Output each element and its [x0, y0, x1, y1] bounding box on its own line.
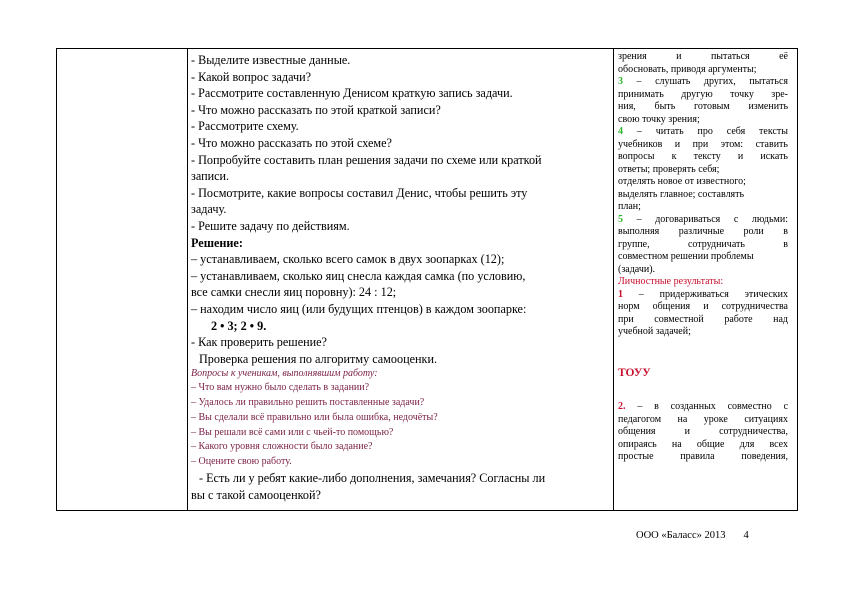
text-line: - Какой вопрос задачи? [191, 69, 312, 84]
publisher-label: ООО «Баласс» 2013 [636, 530, 726, 541]
text-line: записи. [191, 169, 230, 184]
text-line: - Посмотрите, какие вопросы составил Денис, чтобы решить эту [191, 185, 528, 200]
text-line: задачу. [191, 202, 227, 217]
outcome-line: общения и сотрудничества, [618, 426, 788, 437]
text-line: - Решите задачу по действиям. [191, 218, 350, 233]
outcome-item-2 [618, 401, 788, 414]
outcome-line: свою точку зрения; [618, 113, 700, 125]
question-item: – Удалось ли правильно решить поставленные задачи? [191, 397, 425, 409]
outcome-line: зрения и пытаться её [618, 51, 788, 62]
solution-line: – находим число яиц (или будущих птенцов) в каждом зоопарке: [191, 301, 527, 316]
outcome-line: – в созданных совместно с [637, 401, 789, 412]
item-number: 4 [618, 126, 623, 137]
teacher-activity-column [191, 52, 609, 503]
solution-formula: 2 • 3; 2 • 9. [211, 318, 267, 333]
outcome-line: отделять новое от известного; [618, 176, 746, 187]
outcome-line: план; [618, 201, 641, 212]
outcome-line: вопросы к тексту и искать [618, 151, 788, 162]
item-number: 3 [618, 76, 623, 87]
question-item: – Вы сделали всё правильно или была ошибка, недочёты? [191, 411, 438, 423]
final-line: вы с такой самооценкой? [191, 487, 321, 502]
outcome-line: учебников и при этом: ставить [618, 138, 788, 150]
personal-results-title: Личностные результаты: [618, 276, 724, 287]
outcome-item-4 [618, 126, 788, 139]
outcome-line: принимать другую точку зре- [618, 88, 788, 100]
solution-label: Решение: [191, 235, 243, 250]
outcome-line: – читать про себя тексты [636, 126, 789, 137]
outcome-line: педагогом на уроке ситуациях [618, 413, 788, 425]
final-line: - Есть ли у ребят какие-либо дополнения, замечания? Согласны ли [199, 471, 546, 486]
lesson-table [56, 48, 798, 511]
item-number: 2. [618, 401, 626, 412]
outcome-line: при совместной работе над [618, 313, 788, 325]
check-question: - Как проверить решение? [191, 335, 327, 350]
outcome-line: обосновать, приводя аргументы; [618, 63, 757, 75]
outcome-item-3 [618, 76, 788, 89]
question-item: – Какого уровня сложности было задание? [191, 441, 373, 453]
text-line: - Попробуйте составить план решения задачи по схеме или краткой [191, 152, 542, 167]
text-line: - Рассмотрите схему. [191, 119, 299, 134]
outcome-line: выполняя различные роли в [618, 226, 788, 237]
page-number: 4 [743, 530, 749, 541]
outcome-line: норм общения и сотрудничества [618, 301, 788, 312]
page-footer [636, 530, 749, 541]
outcome-line: ния, быть готовым изменить [618, 101, 788, 112]
outcome-item-1 [618, 289, 788, 302]
learning-outcomes-column [618, 51, 788, 464]
question-item: – Оцените свою работу. [191, 456, 292, 468]
item-number: 5 [618, 213, 623, 225]
column-divider-right [613, 49, 614, 510]
outcome-line: совместном решении проблемы [618, 251, 754, 262]
outcome-line: учебной задачей; [618, 326, 691, 337]
solution-line: – устанавливаем, сколько всего самок в двух зоопарках (12); [191, 252, 505, 267]
column-divider-left [187, 49, 188, 510]
text-line: - Рассмотрите составленную Денисом краткую запись задачи. [191, 86, 513, 101]
outcome-line: группе, сотрудничать в [618, 238, 788, 250]
question-item: – Что вам нужно было сделать в задании? [191, 382, 370, 394]
item-number: 1 [618, 288, 623, 300]
outcome-line: простые правила поведения, [618, 451, 788, 462]
outcome-line: – договариваться с людьми: [636, 213, 788, 225]
text-line: - Выделите известные данные. [191, 53, 351, 67]
outcome-line: опираясь на общие для всех [618, 438, 788, 450]
outcome-line: – слушать других, пытаться [636, 76, 789, 87]
solution-line: все самки снесли яиц поровну): 24 : 12; [191, 285, 397, 300]
text-line: - Что можно рассказать по этой краткой записи? [191, 102, 441, 117]
outcome-line: – придерживаться этических [638, 288, 788, 300]
solution-line: – устанавливаем, сколько яиц снесла каждая самка (по условию, [191, 268, 526, 283]
text-line: - Что можно рассказать по этой схеме? [191, 135, 392, 150]
outcome-item-5 [618, 214, 788, 227]
section-title: ТОУУ [618, 366, 651, 379]
question-item: – Вы решали всё сами или с чьей-то помощью? [191, 426, 394, 438]
check-line: Проверка решения по алгоритму самооценки. [199, 351, 438, 366]
outcome-line: ответы; проверять себя; [618, 163, 720, 175]
outcome-line: (задачи). [618, 263, 656, 275]
questions-header: Вопросы к ученикам, выполнявшим работу: [191, 368, 378, 380]
outcome-line: выделять главное; составлять [618, 188, 745, 200]
